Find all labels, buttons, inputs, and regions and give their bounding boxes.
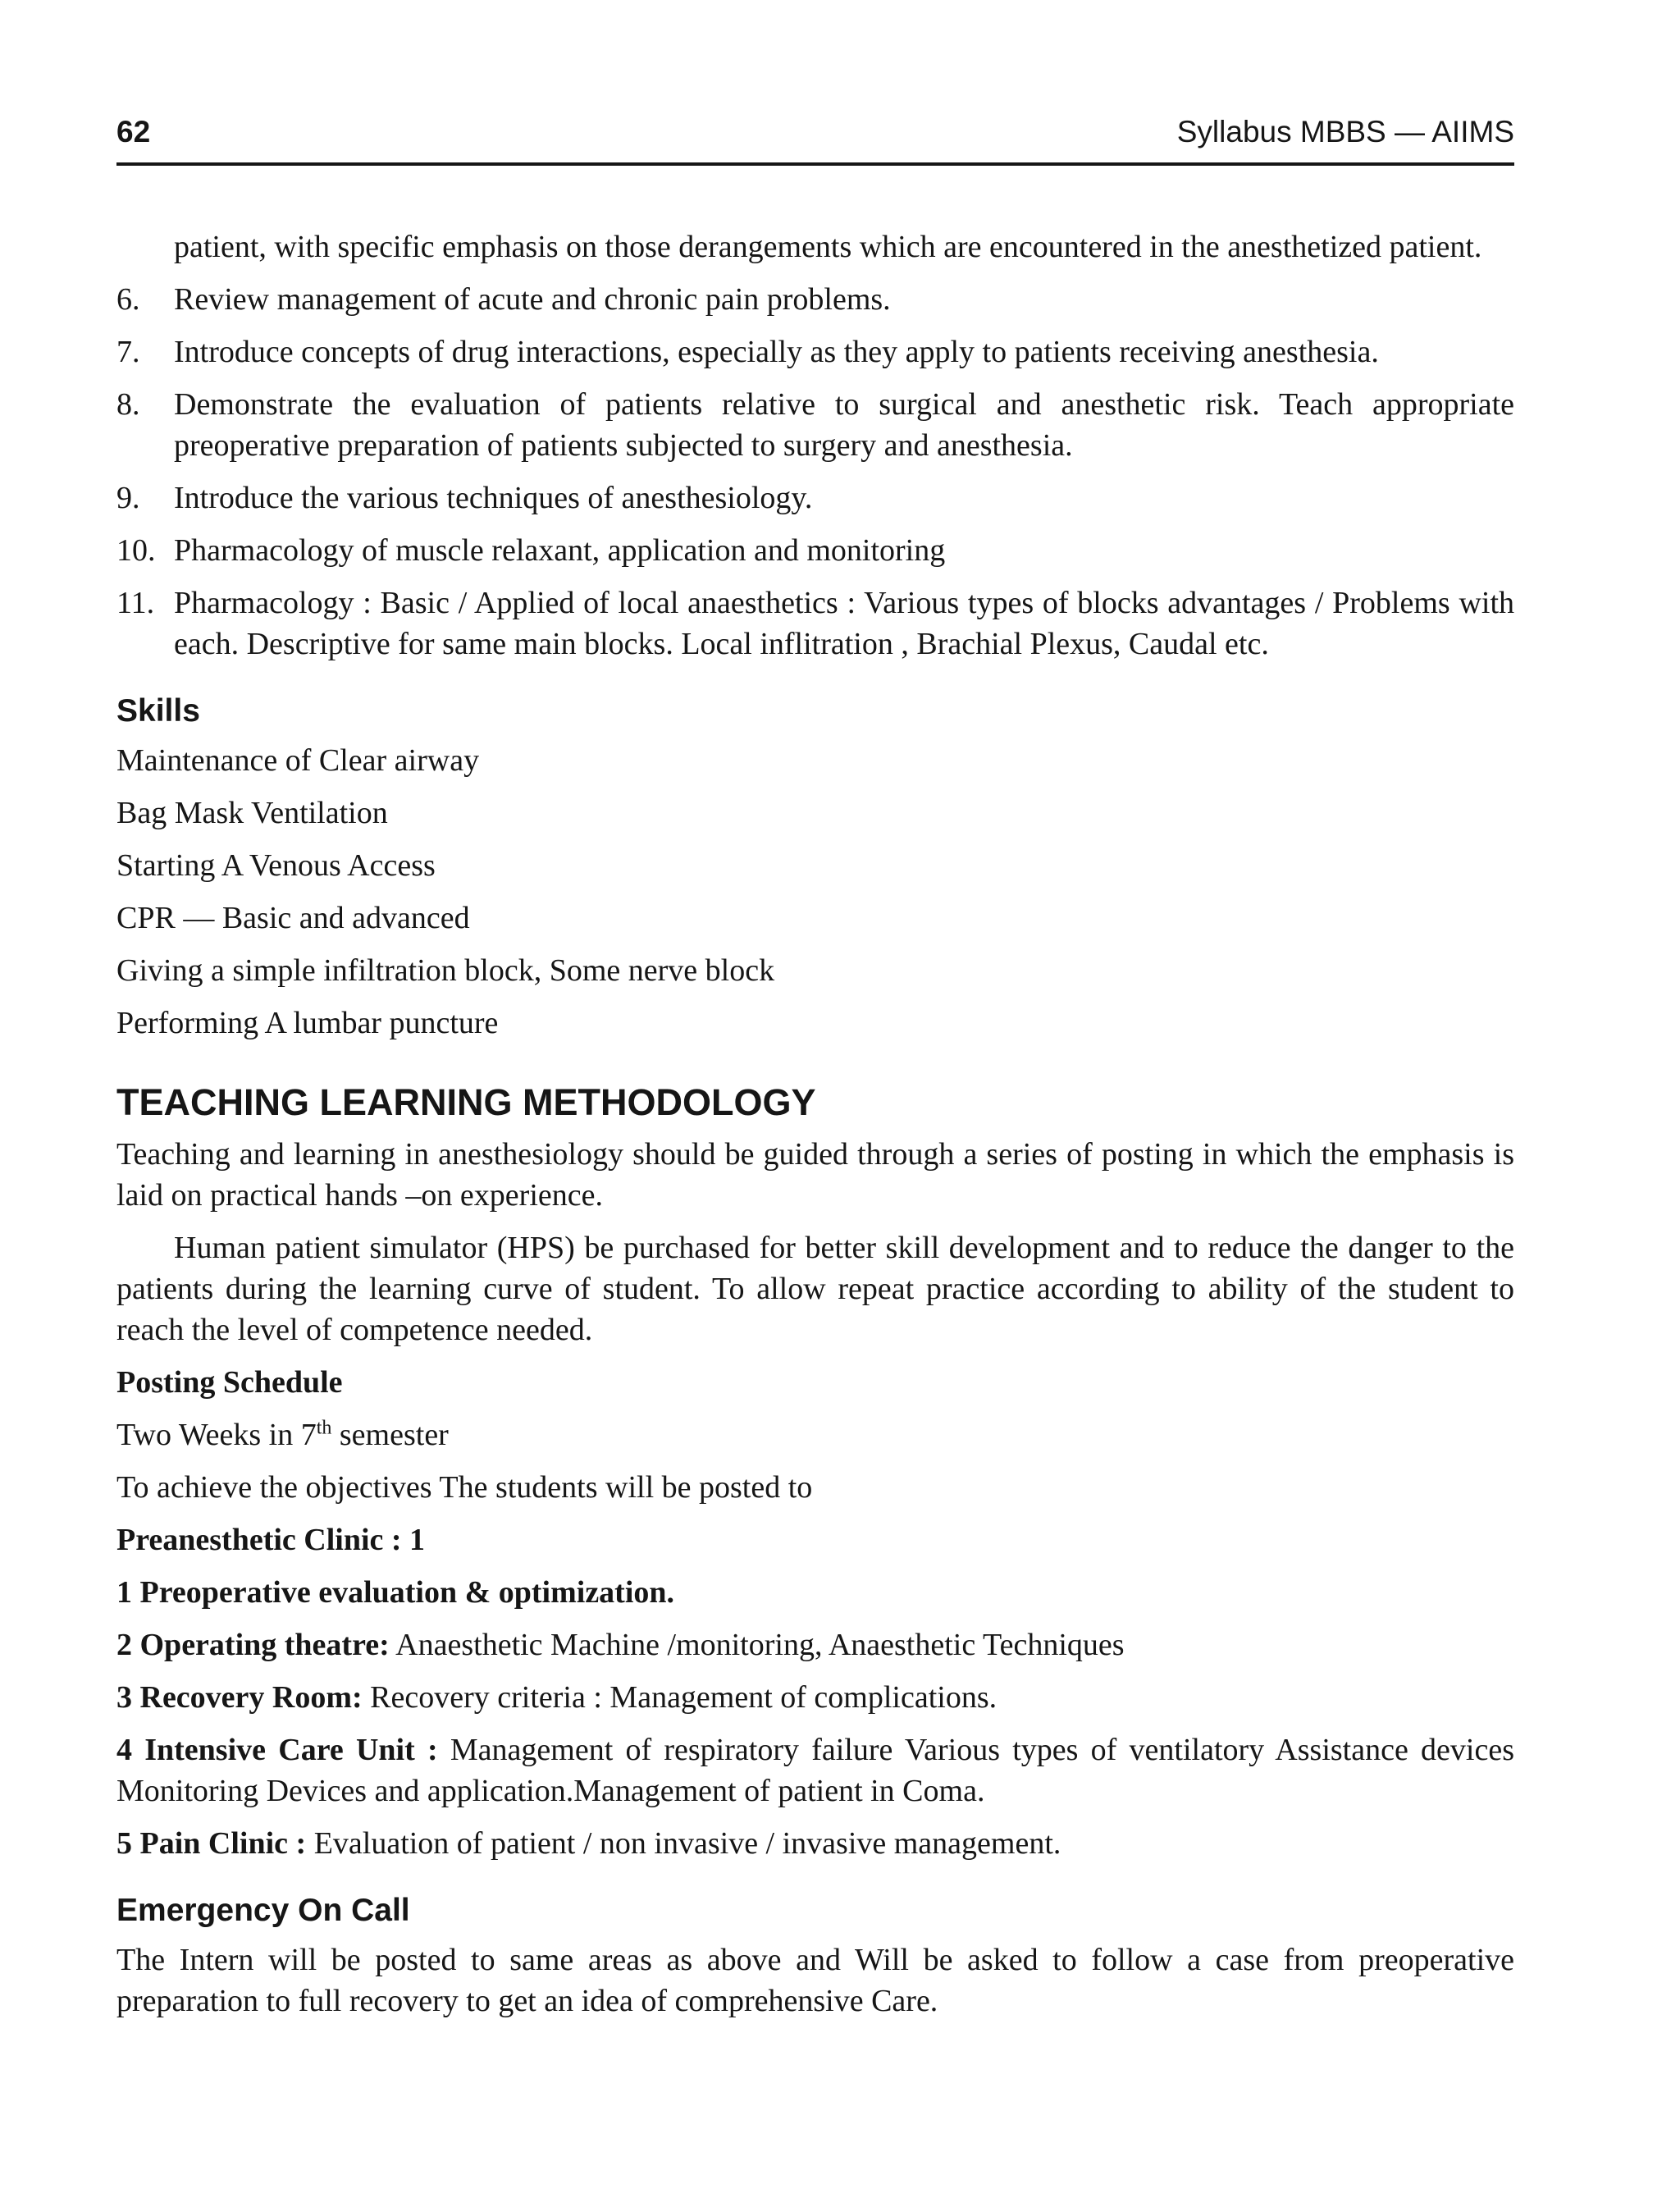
schedule-prefix: Two Weeks in 7 bbox=[116, 1418, 317, 1452]
skills-heading: Skills bbox=[116, 693, 200, 729]
objectives-line: To achieve the objectives The students will be posted to bbox=[116, 1470, 813, 1505]
item-text: Introduce concepts of drug interactions, especially as they apply to patients receiving anesthesia. bbox=[174, 335, 1379, 369]
posting-item bbox=[116, 1677, 1514, 1718]
posting-item bbox=[116, 1572, 1514, 1613]
item-number: 10. bbox=[116, 533, 156, 568]
preanesthetic-label: Preanesthetic Clinic : 1 bbox=[116, 1523, 426, 1557]
item-number: 8. bbox=[116, 387, 140, 422]
item-text: Pharmacology of muscle relaxant, application and monitoring bbox=[174, 533, 946, 568]
schedule-line bbox=[116, 1414, 1514, 1455]
posting-text: Recovery criteria : Management of complications. bbox=[362, 1680, 998, 1715]
list-item bbox=[116, 477, 1514, 519]
skill-item: Maintenance of Clear airway bbox=[116, 743, 480, 778]
list-item bbox=[116, 331, 1514, 372]
item-number: 6. bbox=[116, 282, 140, 317]
page-content bbox=[116, 226, 1514, 2033]
posting-text: Anaesthetic Machine /monitoring, Anaesthetic Techniques bbox=[389, 1628, 1125, 1662]
item-text: Review management of acute and chronic pain problems. bbox=[174, 282, 891, 317]
list-item bbox=[116, 384, 1514, 466]
objectives-list bbox=[116, 226, 1514, 665]
posting-text: Evaluation of patient / non invasive / invasive management. bbox=[306, 1826, 1061, 1861]
posting-label: 3 Recovery Room: bbox=[116, 1680, 363, 1715]
item-number: 7. bbox=[116, 335, 140, 369]
objective-continuation: patient, with specific emphasis on those derangements which are encountered in the anesthetized patient. bbox=[174, 230, 1482, 264]
page-header bbox=[116, 108, 1514, 166]
item-number: 11. bbox=[116, 586, 155, 620]
posting-schedule-heading bbox=[116, 1362, 1514, 1403]
list-item bbox=[116, 582, 1514, 665]
posting-text: Management of respiratory failure Various types of ventilatory Assistance devices Monitoring Devices and application.Management of patient in Coma. bbox=[116, 1733, 1515, 1808]
simulator-paragraph: Human patient simulator (HPS) be purchased for better skill development and to reduce the danger to the patients during the learning curve of student. To allow repeat practice according to ability of the student to reach the level of competence needed. bbox=[116, 1231, 1514, 1347]
skill-item: Starting A Venous Access bbox=[116, 848, 436, 883]
item-text: Introduce the various techniques of anesthesiology. bbox=[174, 481, 813, 515]
skill-item: Performing A lumbar puncture bbox=[116, 1006, 499, 1040]
skill-item: Bag Mask Ventilation bbox=[116, 796, 388, 830]
emergency-heading: Emergency On Call bbox=[116, 1893, 410, 1928]
posting-item bbox=[116, 1729, 1514, 1811]
skill-item: Giving a simple infiltration block, Some nerve block bbox=[116, 953, 775, 988]
posting-item bbox=[116, 1823, 1514, 1864]
page-number: 62 bbox=[116, 115, 151, 148]
list-item bbox=[116, 279, 1514, 320]
running-title: Syllabus MBBS — AIIMS bbox=[1176, 115, 1514, 148]
item-text: Pharmacology : Basic / Applied of local anaesthetics : Various types of blocks advantages / Problems with each. Descriptive for same main blocks. Local inflitration , Brachial Plexus, Caudal etc. bbox=[174, 586, 1514, 661]
posting-label: 1 Preoperative evaluation & optimization. bbox=[116, 1575, 675, 1610]
schedule-suffix: semester bbox=[331, 1418, 449, 1452]
emergency-paragraph: The Intern will be posted to same areas as above and Will be asked to follow a case from preoperative preparation to full recovery to get an idea of comprehensive Care. bbox=[116, 1943, 1514, 2018]
list-item bbox=[116, 530, 1514, 571]
item-text: Demonstrate the evaluation of patients relative to surgical and anesthetic risk. Teach appropriate preoperative preparation of patients subjected to surgery and anesthesia. bbox=[174, 387, 1514, 463]
schedule-superscript: th bbox=[316, 1417, 332, 1439]
posting-label: 5 Pain Clinic : bbox=[116, 1826, 307, 1861]
posting-label: 4 Intensive Care Unit : bbox=[116, 1733, 438, 1767]
posting-item bbox=[116, 1624, 1514, 1665]
posting-label: 2 Operating theatre: bbox=[116, 1628, 390, 1662]
item-number: 9. bbox=[116, 481, 140, 515]
posting-schedule-label: Posting Schedule bbox=[116, 1365, 343, 1400]
methodology-paragraph: Teaching and learning in anesthesiology should be guided through a series of posting in which the emphasis is laid on practical hands –on experience. bbox=[116, 1137, 1514, 1213]
methodology-heading: TEACHING LEARNING METHODOLOGY bbox=[116, 1081, 816, 1123]
preanesthetic-clinic bbox=[116, 1519, 1514, 1560]
skill-item: CPR — Basic and advanced bbox=[116, 901, 470, 935]
